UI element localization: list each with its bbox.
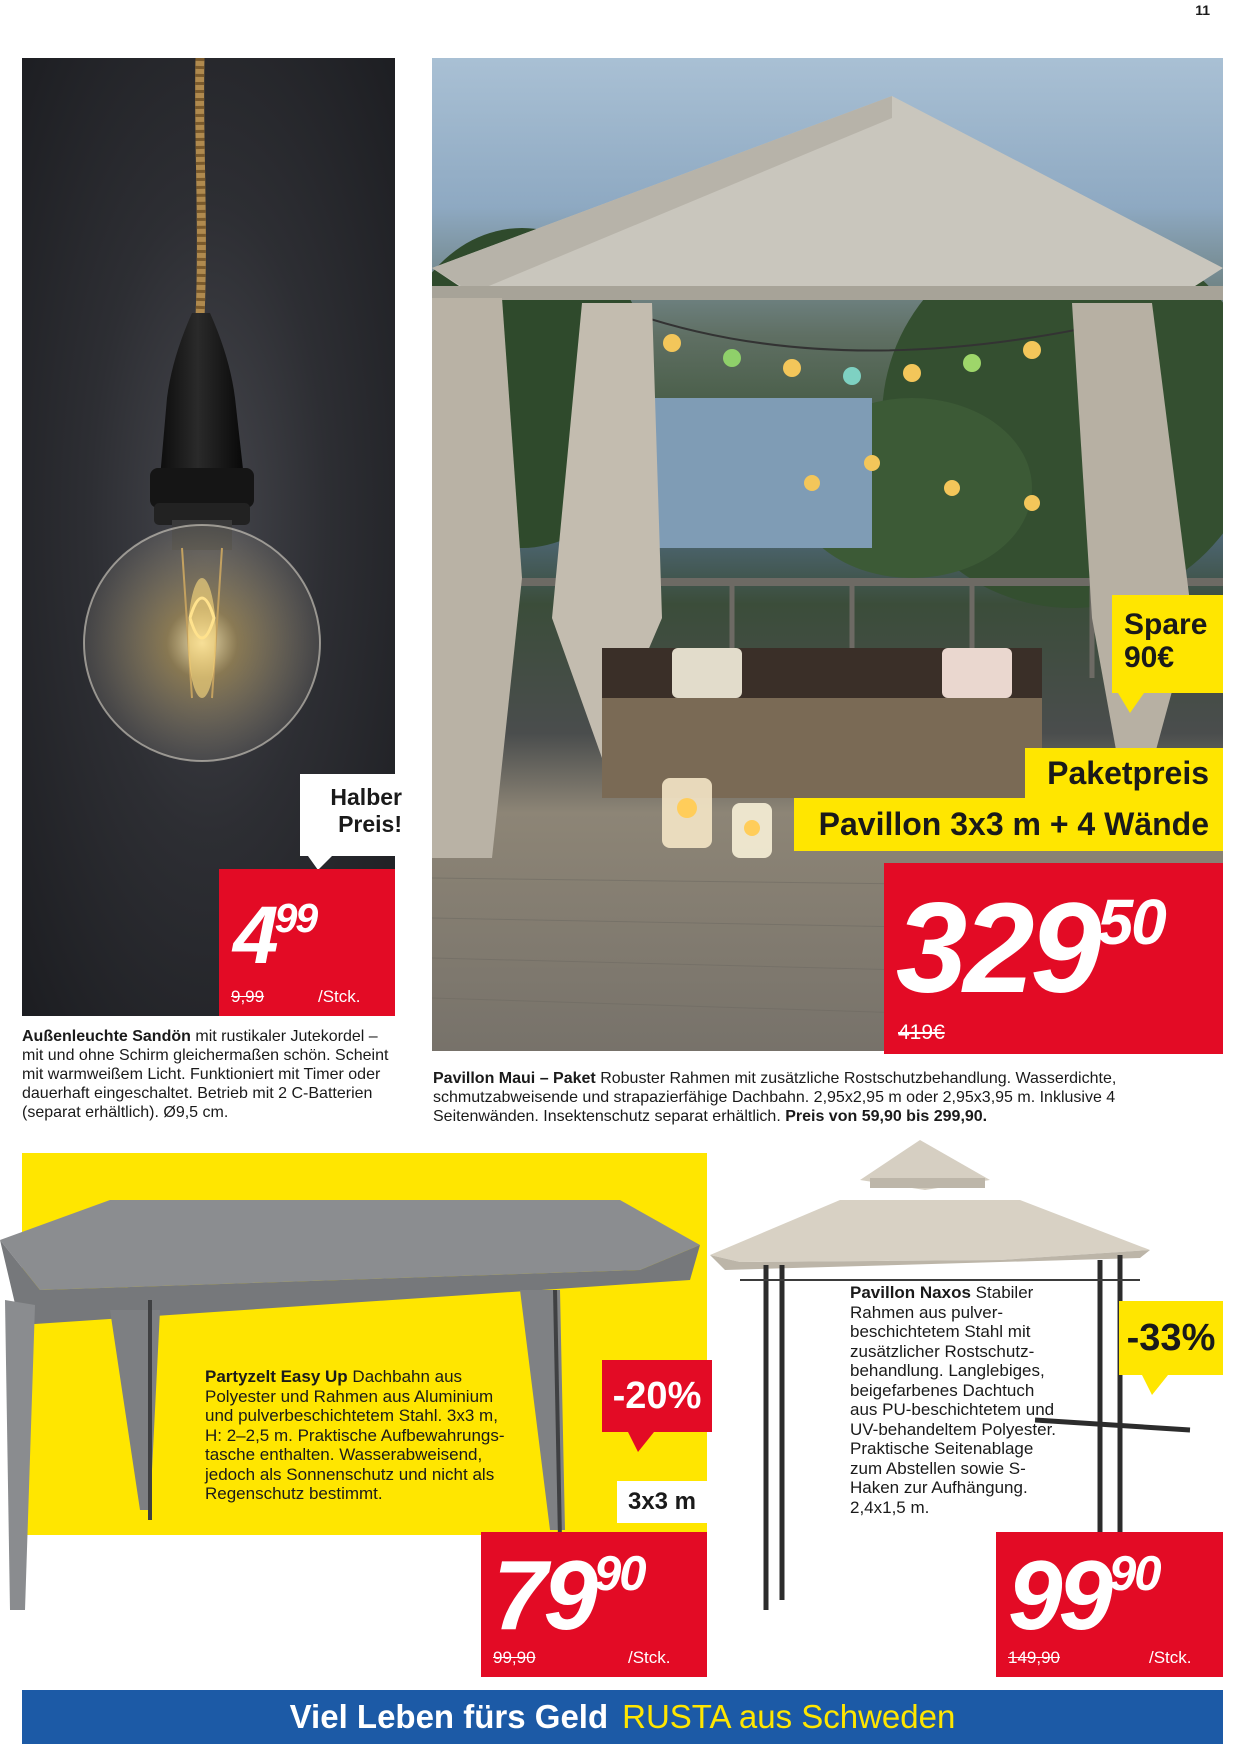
naxos-description-text: Stabiler Rahmen aus pulver-beschichtetem Stahl mit zusätzlicher Rostschutz-behandlung. Langlebiges, beigefarbenes Dachtuch aus PU-beschichtetem und UV-behandeltem Polyester. Praktische Seitenablage zum Abstellen sowie S-Haken zur Aufhängung. 2,4x1,5 m. [850,1283,1057,1517]
naxos-unit: /Stck. [1149,1648,1192,1667]
naxos-discount-badge [1119,1301,1223,1375]
maui-price-main: 329 [896,877,1098,1020]
partyzelt-old-price: 99,90 [493,1648,536,1667]
maui-price-range: Preis von 59,90 bis 299,90. [785,1108,988,1125]
lamp-price-box [219,869,395,1016]
footer-brand: RUSTA aus Schweden [622,1698,956,1735]
save-badge [1112,595,1223,693]
footer-slogan: Viel Leben fürs Geld [289,1698,609,1735]
lamp-old-price: 9,99 [231,987,265,1006]
naxos-old-price: 149,90 [1008,1648,1060,1667]
maui-price-box [884,863,1223,1054]
naxos-price-cents: 90 [1109,1546,1160,1601]
partyzelt-discount-badge [602,1360,712,1432]
maui-name: Pavillon Maui – Paket [433,1070,596,1087]
lamp-price-cents: 99 [274,895,317,942]
naxos-price-box [996,1532,1223,1677]
package-title-text: Pavillon 3x3 m + 4 Wände [818,806,1209,842]
footer-banner [22,1690,1223,1744]
partyzelt-description [205,1367,515,1504]
page-number: 11 [1195,2,1210,18]
partyzelt-name: Partyzelt Easy Up [205,1367,348,1386]
save-badge-text: Spare 90€ [1124,608,1208,674]
lamp-description [22,1027,397,1122]
partyzelt-price-cents: 90 [594,1546,645,1601]
maui-price-cents: 50 [1097,886,1165,959]
half-price-badge-text: Halber Preis! [330,784,402,837]
naxos-price-main: 99 [1008,1540,1110,1650]
partyzelt-description-text: Dachbahn aus Polyester und Rahmen aus Aluminium und pulverbeschichtetem Stahl. 3x3 m, H: 2–2,5 m. Praktische Aufbewahrungs-tasche enthalten. Wasserabweisend, jedoch als Sonnenschutz und nicht als Regenschutz bestimmt. [205,1367,505,1503]
naxos-discount-text: -33% [1126,1317,1216,1359]
half-price-badge [300,774,412,856]
maui-price [896,877,1165,1020]
naxos-description [850,1283,1060,1517]
naxos-discount-tail [1142,1375,1168,1395]
half-price-badge-tail [308,856,332,870]
lamp-unit: /Stck. [318,987,361,1006]
partyzelt-unit: /Stck. [628,1648,671,1667]
package-price-label-text: Paketpreis [1047,755,1209,791]
package-price-label [1025,748,1223,798]
partyzelt-price [493,1540,645,1650]
lamp-description-text: mit rustikaler Jutekordel – mit und ohne Schirm gleichermaßen schön. Scheint mit warmweißem Licht. Funktioniert mit Timer oder dauerhaft eingeschaltet. Betrieb mit 2 C-Batterien (separat erhältlich). Ø9,5 cm. [22,1028,389,1121]
lamp-price [233,890,317,981]
maui-description-text: Robuster Rahmen mit zusätzliche Rostschutzbehandlung. Wasserdichte, schmutzabweisende und strapazierfähige Dachbahn. 2,95x2,95 m oder 2,95x3,95 m. Inklusive 4 Seitenwänden. Insektenschutz separat erhältlich. [433,1070,1117,1125]
partyzelt-price-main: 79 [493,1540,595,1650]
save-badge-tail [1118,693,1144,713]
naxos-price [1008,1540,1160,1650]
partyzelt-discount-text: -20% [612,1375,702,1417]
partyzelt-size-label [617,1481,707,1523]
partyzelt-discount-tail [628,1432,654,1452]
package-title [794,798,1223,851]
maui-description [433,1069,1223,1126]
lamp-name: Außenleuchte Sandön [22,1028,191,1045]
naxos-name: Pavillon Naxos [850,1283,971,1302]
partyzelt-price-box [481,1532,707,1677]
lamp-price-main: 4 [233,890,275,981]
partyzelt-size-text: 3x3 m [627,1488,697,1515]
maui-old-price: 419€ [898,1021,945,1044]
